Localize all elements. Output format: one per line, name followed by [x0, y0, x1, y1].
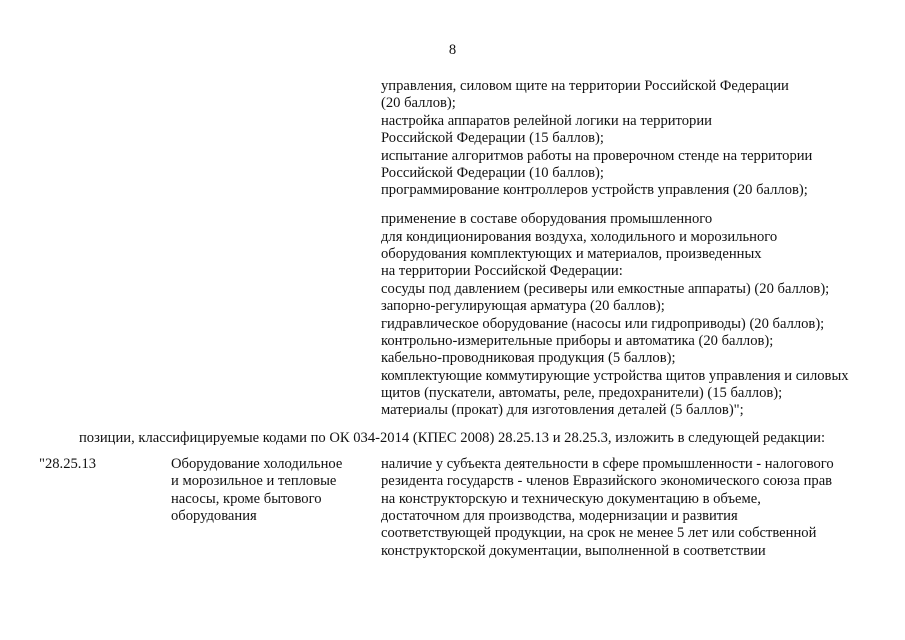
equipment-line: оборудования комплектующих и материалов, произведенных — [381, 246, 762, 262]
product-name-line: Оборудование холодильное — [171, 456, 343, 472]
requirement-line: достаточном для производства, модернизации и развития — [381, 508, 738, 524]
equipment-line: контрольно-измерительные приборы и автоматика (20 баллов); — [381, 333, 774, 349]
product-name-line: насосы, кроме бытового — [171, 491, 322, 507]
requirement-line: резидента государств - членов Евразийского экономического союза прав — [381, 473, 833, 489]
control-line: Российской Федерации (10 баллов); — [381, 165, 604, 181]
equipment-line: материалы (прокат) для изготовления деталей (5 баллов)"; — [381, 402, 744, 418]
equipment-line: щитов (пускатели, автоматы, реле, предохранители) (15 баллов); — [381, 385, 783, 401]
equipment-line: сосуды под давлением (ресиверы или емкостные аппараты) (20 баллов); — [381, 281, 830, 297]
page-number: 8 — [448, 42, 457, 58]
equipment-line: гидравлическое оборудование (насосы или гидроприводы) (20 баллов); — [381, 316, 825, 332]
requirement-line: соответствующей продукции, на срок не менее 5 лет или собственной — [381, 525, 817, 541]
requirement-line: конструкторской документации, выполненной в соответствии — [381, 543, 766, 559]
equipment-line: для кондиционирования воздуха, холодильного и морозильного — [381, 229, 778, 245]
requirement-line: наличие у субъекта деятельности в сфере промышленности - налогового — [381, 456, 834, 472]
equipment-line: комплектующие коммутирующие устройства щитов управления и силовых — [381, 368, 849, 384]
control-line: настройка аппаратов релейной логики на территории — [381, 113, 712, 129]
product-name-line: и морозильное и тепловые — [171, 473, 337, 489]
equipment-line: применение в составе оборудования промышленного — [381, 211, 713, 227]
equipment-line: кабельно-проводниковая продукция (5 баллов); — [381, 350, 676, 366]
requirement-line: на конструкторскую и техническую документацию в объеме, — [381, 491, 761, 507]
control-line: Российской Федерации (15 баллов); — [381, 130, 604, 146]
product-name-line: оборудования — [171, 508, 257, 524]
control-line: программирование контроллеров устройств управления (20 баллов); — [381, 182, 808, 198]
equipment-line: на территории Российской Федерации: — [381, 263, 623, 279]
control-line: управления, силовом щите на территории Российской Федерации — [381, 78, 789, 94]
control-line: испытание алгоритмов работы на проверочном стенде на территории — [381, 148, 813, 164]
intro-paragraph: позиции, классифицируемые кодами по ОК 034-2014 (КПЕС 2008) 28.25.13 и 28.25.3, изложить в следующей редакции: — [79, 430, 826, 446]
okpd-code: "28.25.13 — [39, 456, 97, 472]
control-line: (20 баллов); — [381, 95, 456, 111]
equipment-line: запорно-регулирующая арматура (20 баллов); — [381, 298, 665, 314]
